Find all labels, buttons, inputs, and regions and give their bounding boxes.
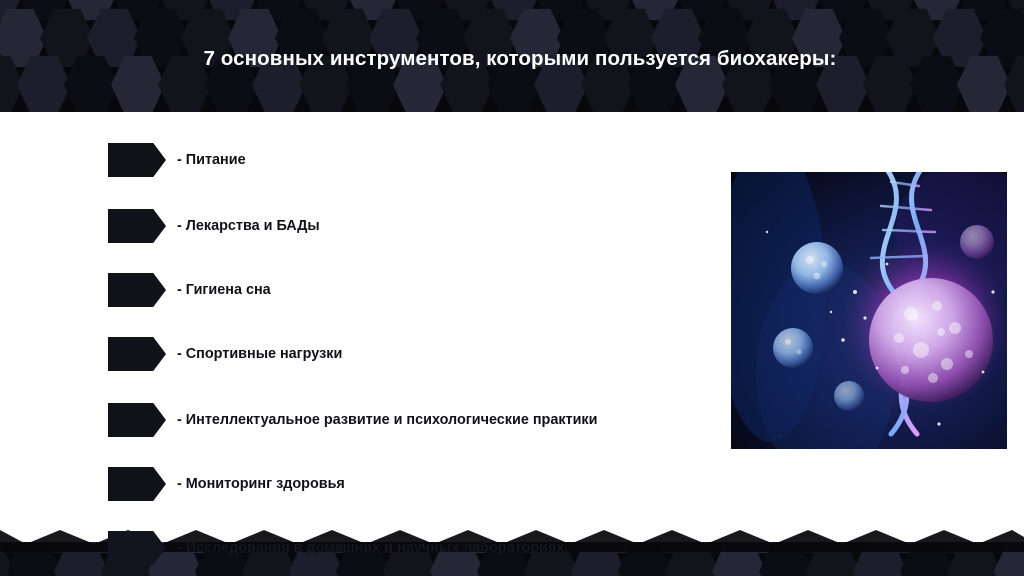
list-item (108, 528, 568, 568)
list-item-label: - Мониторинг здоровья (177, 476, 345, 492)
list-item (108, 400, 597, 440)
dna-and-cells-illustration (731, 172, 1007, 449)
list-item-label: - Лекарства и БАДы (177, 218, 320, 234)
chevron-bullet-icon (108, 531, 166, 565)
slide-title: 7 основных инструментов, которыми пользуется биохакеры: (203, 47, 837, 70)
list-item (108, 140, 246, 180)
chevron-bullet-icon (108, 209, 166, 243)
chevron-bullet-icon (108, 467, 166, 501)
list-item-label: - Питание (177, 152, 246, 168)
list-item (108, 270, 271, 310)
chevron-bullet-icon (108, 337, 166, 371)
list-item (108, 334, 342, 374)
chevron-bullet-icon (108, 143, 166, 177)
chevron-bullet-icon (108, 403, 166, 437)
bullet-list (0, 112, 740, 556)
chevron-bullet-icon (108, 273, 166, 307)
list-item-label: - Интеллектуальное развитие и психологические практики (177, 412, 598, 428)
list-item-label: - Гигиена сна (177, 282, 271, 298)
list-item-label: - Исследования в домашних и научных лабораториях. (177, 540, 569, 556)
dna-image-graphic (731, 172, 1007, 449)
list-item-label: - Спортивные нагрузки (177, 346, 343, 362)
list-item (108, 206, 320, 246)
list-item (108, 464, 345, 504)
